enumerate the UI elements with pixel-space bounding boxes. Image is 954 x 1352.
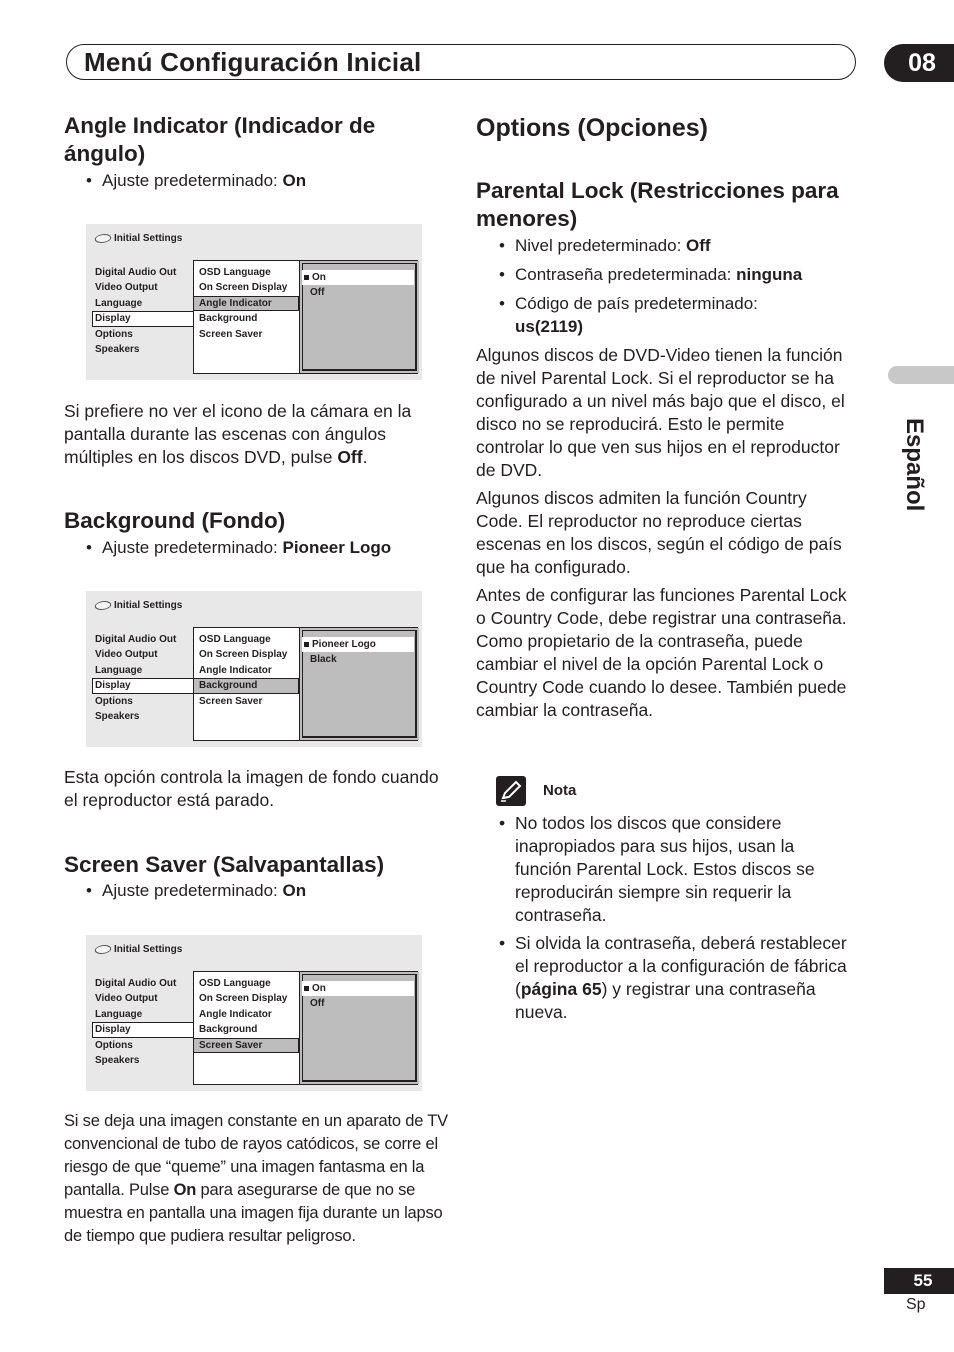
osd-submenu-item: OSD Language <box>199 634 271 645</box>
screensaver-heading: Screen Saver (Salvapantallas) <box>64 852 385 877</box>
osd-submenu-item: OSD Language <box>199 267 271 278</box>
osd-main-menu <box>92 265 194 357</box>
osd-submenu-panel <box>193 971 418 1085</box>
osd-submenu-panel <box>193 627 418 741</box>
osd-options-panel <box>299 972 419 1084</box>
parental-default-password: • Contraseña predeterminada: ninguna <box>499 265 803 284</box>
screensaver-default-bullet: • Ajuste predeterminado: On <box>86 881 307 900</box>
osd-menu-item: Language <box>95 664 143 676</box>
osd-menu-item: Speakers <box>95 1054 140 1066</box>
osd-menu-item: Options <box>95 695 133 707</box>
screensaver-default-value: On <box>282 881 307 900</box>
osd-menu-item: Digital Audio Out <box>95 267 177 278</box>
osd-menu-item-selected: Display <box>92 1022 194 1037</box>
osd-menu-item: Digital Audio Out <box>95 978 177 989</box>
osd-option: Off <box>310 287 325 299</box>
angle-default-bullet: • Ajuste predeterminado: On <box>86 171 307 190</box>
chapter-title-box <box>66 44 856 80</box>
angle-default-prefix: Ajuste predeterminado: <box>102 171 283 190</box>
osd-menu-item: Language <box>95 1008 143 1020</box>
osd-submenu-panel <box>193 260 418 374</box>
page-language-suffix: Sp <box>906 1296 926 1313</box>
language-tab-label: Español <box>901 418 928 512</box>
osd-submenu-item-selected: Background <box>194 678 299 693</box>
osd-submenu-item: Screen Saver <box>199 328 263 340</box>
disc-icon <box>93 945 112 954</box>
parental-lock-heading: Parental Lock (Restricciones para menores) <box>476 178 839 231</box>
osd-submenu-item: On Screen Display <box>199 649 288 661</box>
osd-menu-item: Options <box>95 328 133 340</box>
osd-menu-item-selected: Display <box>92 678 194 693</box>
osd-menu-item: Language <box>95 297 143 309</box>
osd-menu-item: Speakers <box>95 710 140 722</box>
osd-submenu-item-selected: Angle Indicator <box>194 296 299 311</box>
parental-paragraph-3: Antes de configurar las funciones Parental Lock o Country Code, debe registrar una contraseña. Como propietario de la contraseña, puede cambiar el nivel de la opción Parental Lock o Country Code cuando lo desee. También puede cambiar la contraseña. <box>476 585 847 720</box>
screensaver-description: Si se deja una imagen constante en un aparato de TV convencional de tubo de rayos catódicos, se corre el riesgo de que “queme” una imagen fantasma en la pantalla. Pulse On para asegurarse de que no se muestra en pantalla una imagen fija durante un lapso de tiempo que pudiera resultar peligroso. <box>64 1112 448 1245</box>
osd-submenu-item: Screen Saver <box>199 695 263 707</box>
osd-option: Off <box>310 998 325 1010</box>
osd-option: Black <box>310 654 337 666</box>
osd-submenu-item: Angle Indicator <box>199 1008 272 1020</box>
osd-submenu-item: Background <box>199 1024 258 1036</box>
osd-menu-item: Digital Audio Out <box>95 634 177 645</box>
note-pencil-icon <box>496 776 526 806</box>
background-heading: Background (Fondo) <box>64 508 286 533</box>
osd-menu-item: Options <box>95 1039 133 1051</box>
osd-main-menu <box>92 632 194 724</box>
osd-options-panel <box>299 628 419 740</box>
background-default-value: Pioneer Logo <box>282 538 392 557</box>
osd-screen-background <box>86 591 422 747</box>
angle-indicator-heading: Angle Indicator (Indicador de ángulo) <box>64 113 376 166</box>
page-number: 55 <box>884 1268 954 1294</box>
osd-menu-item: Video Output <box>95 649 158 661</box>
osd-submenu-item-selected: Screen Saver <box>194 1038 299 1053</box>
chapter-number: 08 <box>884 44 954 82</box>
osd-screen-angle <box>86 224 422 380</box>
options-heading: Options (Opciones) <box>476 114 708 142</box>
osd-menu-item: Speakers <box>95 343 140 355</box>
osd-option-selected: On <box>302 981 414 996</box>
osd-header: Initial Settings <box>95 599 182 613</box>
osd-menu-item: Video Output <box>95 282 158 294</box>
disc-icon <box>93 234 112 243</box>
parental-default-country: • Código de país predeterminado: us(2119) <box>499 294 758 336</box>
osd-options-panel <box>299 261 419 373</box>
osd-submenu-item: Background <box>199 313 258 325</box>
parental-paragraph-1: Algunos discos de DVD-Video tienen la función de nivel Parental Lock. Si el reproductor se ha configurado a un nivel más bajo que el disco, el disco no se reproducirá. Esto le permite controlar lo que ven sus hijos en el reproductor de DVD. <box>476 345 845 480</box>
parental-default-level: • Nivel predeterminado: Off <box>499 236 711 255</box>
disc-icon <box>93 601 112 610</box>
angle-description: Si prefiere no ver el icono de la cámara en la pantalla durante las escenas con ángulos múltiples en los discos DVD, pulse Off. <box>64 401 412 467</box>
osd-option-selected: Pioneer Logo <box>302 637 414 652</box>
language-tab-marker <box>888 366 954 384</box>
osd-screen-screensaver <box>86 935 422 1091</box>
page-title: Menú Configuración Inicial <box>84 47 422 77</box>
osd-menu-item-selected: Display <box>92 311 194 326</box>
osd-header: Initial Settings <box>95 232 182 246</box>
background-default-bullet: • Ajuste predeterminado: Pioneer Logo <box>86 538 392 557</box>
note-item-1: • No todos los discos que considere inapropiados para sus hijos, usan la función Parental Lock. Estos discos se reproducirán siempre sin requerir la contraseña. <box>499 813 815 925</box>
osd-submenu-item: OSD Language <box>199 978 271 989</box>
angle-default-value: On <box>282 171 307 190</box>
osd-header: Initial Settings <box>95 943 182 957</box>
note-item-2: • Si olvida la contraseña, deberá restablecer el reproductor a la configuración de fábrica (página 65) y registrar una contraseña nueva. <box>499 933 847 1022</box>
parental-paragraph-2: Algunos discos admiten la función Country Code. El reproductor no reproduce ciertas escenas en los discos, según el código de país que ha configurado. <box>476 488 842 577</box>
osd-menu-item: Video Output <box>95 993 158 1005</box>
osd-submenu-item: Angle Indicator <box>199 664 272 676</box>
osd-main-menu <box>92 976 194 1068</box>
note-label: Nota <box>543 782 577 799</box>
osd-option-selected: On <box>302 270 414 285</box>
background-description: Esta opción controla la imagen de fondo cuando el reproductor está parado. <box>64 767 439 810</box>
osd-submenu-item: On Screen Display <box>199 282 288 294</box>
osd-submenu-item: On Screen Display <box>199 993 288 1005</box>
